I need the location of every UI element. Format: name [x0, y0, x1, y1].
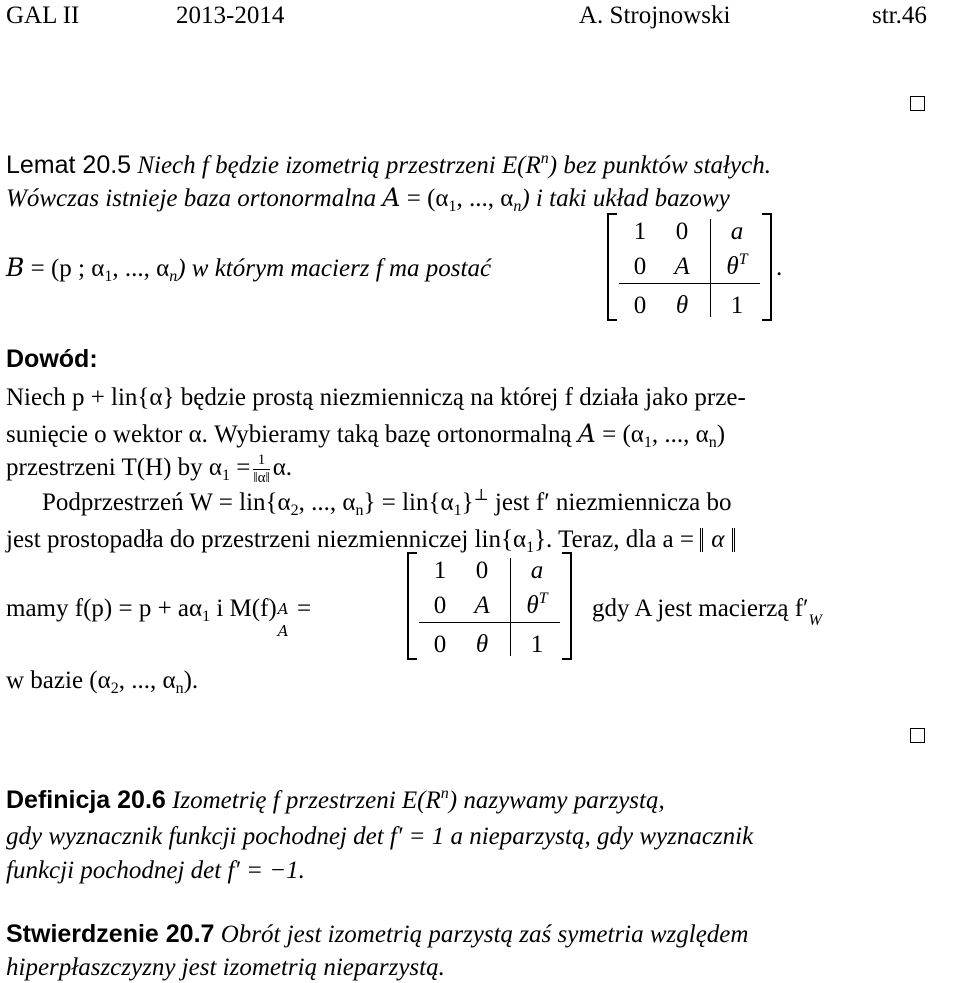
lemma-matrix: 1 0 a 0 A $\theta^T$ 0 θ 1	[607, 213, 772, 321]
lemma-period: .	[776, 254, 783, 281]
proof-line-6-tail: gdy A jest macierzą $f'_W$	[592, 595, 822, 629]
definition-label: Definicja 20.6	[6, 786, 166, 814]
proof-line-6: mamy $f(p) = p + a\alpha_1$ i M(f) A A =	[6, 595, 312, 640]
statement-line-1: Stwierdzenie 20.7 Obrót jest izometrią parzystą zaś symetria względem	[6, 920, 749, 948]
statement-label: Stwierdzenie 20.7	[6, 920, 215, 948]
proof-line-2: sunięcie o wektor α. Wybieramy taką bazę ortonormalną $A = (\alpha_1$, ..., $\alpha_n$)	[6, 419, 726, 451]
definition-line-3: funkcji pochodnej det f′ = −1.	[6, 857, 305, 884]
lemma-label: Lemat 20.5	[6, 151, 132, 179]
proof-line-4: Podprzestrzeń $W = lin\{\alpha_2$, ..., $\alpha_n\} = lin\{\alpha_1\}^\perp$ jest f′ niezmiennicza bo	[42, 487, 732, 519]
proof-line-7: w bazie ($\alpha_2$, ..., $\alpha_n$).	[6, 667, 199, 697]
course-name: GAL II	[6, 2, 80, 29]
lemma-line-1: Lemat 20.5 Niech f będzie izometrią przestrzeni $E(R^n)$ bez punktów stałych.	[6, 150, 771, 179]
proof-line-1: Niech p + lin{α} będzie prostą niezmienniczą na której f działa jako prze-	[6, 384, 746, 411]
fraction: $\frac{1}{‖\alpha‖}$	[253, 452, 270, 486]
lemma-line-2: Wówczas istnieje baza ortonormalna $A = (\alpha_1$, ..., $\alpha_n$) i taki układ bazowy	[6, 183, 730, 215]
proof-label: Dowód:	[6, 345, 98, 373]
definition-line-1: Definicja 20.6 Izometrię f przestrzeni $E(R^n)$ nazywamy parzystą,	[6, 785, 665, 814]
proof-line-3: przestrzeni T(H) by $\alpha_1$ = $\frac{1}{‖\alpha‖}$ α.	[6, 452, 293, 486]
norm-alpha: α	[700, 528, 735, 552]
academic-year: 2013-2014	[176, 2, 285, 29]
proof-matrix: 1 0 a 0 A $\theta^T$ 0 θ 1	[407, 552, 572, 660]
qed-box	[910, 728, 925, 743]
proof-line-5: jest prostopadła do przestrzeni niezmienniczej $lin\{\alpha_1\}$. Teraz, dla a = α	[6, 527, 735, 552]
author-name: A. Strojnowski	[579, 2, 731, 29]
definition-line-2: gdy wyznacznik funkcji pochodnej det f′ = 1 a nieparzystą, gdy wyznacznik	[6, 823, 754, 850]
statement-line-2: hiperpłaszczyzny jest izometrią nieparzystą.	[6, 954, 445, 981]
lemma-line-3: B = (p ; $\alpha_1$, ..., $\alpha_n$) w którym macierz f ma postać	[6, 253, 492, 285]
page-number: str.46	[872, 2, 927, 29]
qed-box	[910, 96, 925, 111]
lemma-text: Niech f będzie izometrią przestrzeni E(R	[137, 152, 541, 179]
